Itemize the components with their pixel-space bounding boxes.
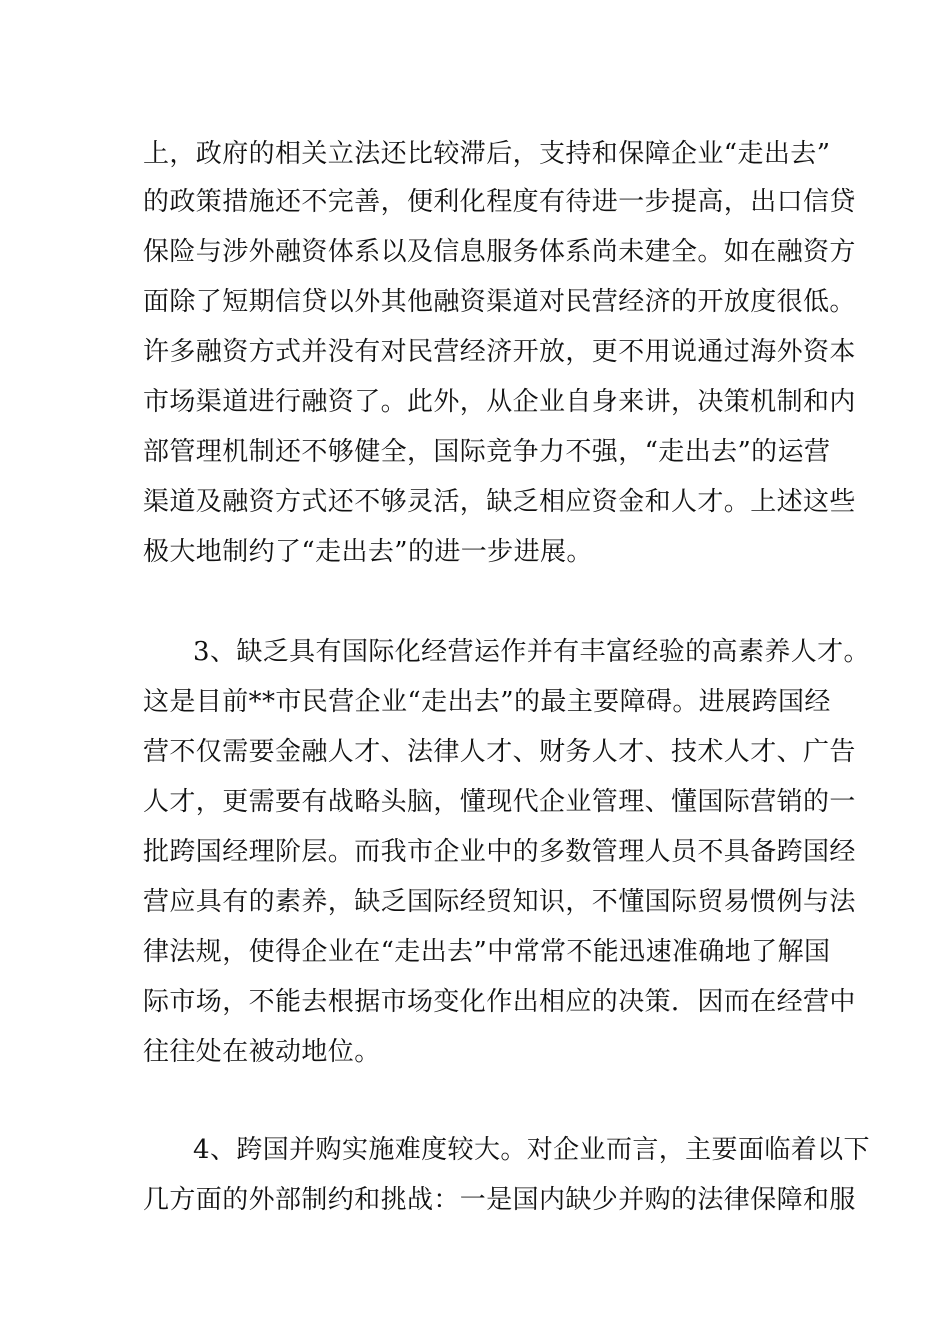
paragraph-2-line-7: 律法规，使得企业在“走出去”中常常不能迅速准确地了解国 xyxy=(143,937,831,967)
paragraph-2-line-3: 营不仅需要金融人才、法律人才、财务人才、技术人才、广告 xyxy=(143,737,856,767)
paragraph-1-line-6: 市场渠道进行融资了。此外，从企业自身来讲，决策机制和内 xyxy=(143,387,856,417)
paragraph-2-line-9: 往往处在被动地位。 xyxy=(143,1037,381,1067)
paragraph-2-line-6: 营应具有的素养，缺乏国际经贸知识，不懂国际贸易惯例与法 xyxy=(143,887,856,917)
paragraph-2-line-4: 人才，更需要有战略头脑，懂现代企业管理、懂国际营销的一 xyxy=(143,787,856,817)
paragraph-1-line-1: 上，政府的相关立法还比较滞后，支持和保障企业“走出去” xyxy=(143,139,831,169)
paragraph-2-line-1: 3、缺乏具有国际化经营运作并有丰富经验的高素养人才。 xyxy=(193,637,870,667)
paragraph-1-line-4: 面除了短期信贷以外其他融资渠道对民营经济的开放度很低。 xyxy=(143,287,856,317)
paragraph-1-line-3: 保险与涉外融资体系以及信息服务体系尚未建全。如在融资方 xyxy=(143,237,856,267)
paragraph-2-line-2: 这是目前**市民营企业“走出去”的最主要障碍。进展跨国经 xyxy=(143,687,831,717)
paragraph-3-line-1: 4、跨国并购实施难度较大。对企业而言，主要面临着以下 xyxy=(193,1135,870,1165)
paragraph-1-line-2: 的政策措施还不完善，便利化程度有待进一步提高，出口信贷 xyxy=(143,187,856,217)
paragraph-2-line-8: 际市场，不能去根据市场变化作出相应的决策．因而在经营中 xyxy=(143,987,856,1017)
paragraph-2-line-5: 批跨国经理阶层。而我市企业中的多数管理人员不具备跨国经 xyxy=(143,837,856,867)
paragraph-1-line-9: 极大地制约了“走出去”的进一步进展。 xyxy=(143,537,593,567)
paragraph-1-line-5: 许多融资方式并没有对民营经济开放，更不用说通过海外资本 xyxy=(143,337,856,367)
paragraph-3-line-2: 几方面的外部制约和挑战：一是国内缺少并购的法律保障和服 xyxy=(143,1185,856,1215)
paragraph-1-line-8: 渠道及融资方式还不够灵活，缺乏相应资金和人才。上述这些 xyxy=(143,487,856,517)
paragraph-1-line-7: 部管理机制还不够健全，国际竞争力不强，“走出去”的运营 xyxy=(143,437,831,467)
